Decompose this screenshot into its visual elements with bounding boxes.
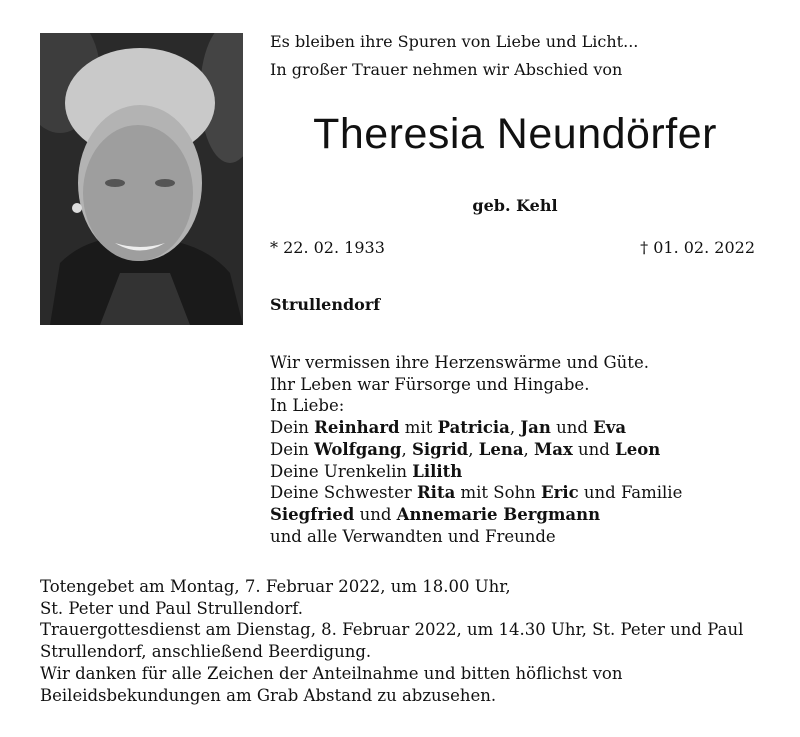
death-date: † 01. 02. 2022 — [640, 238, 755, 257]
notice-line: Trauergottesdienst am Dienstag, 8. Februar 2022, um 14.30 Uhr, St. Peter und Paul — [40, 620, 744, 640]
mourner-line: Deine Schwester Rita mit Sohn Eric und Familie — [270, 483, 683, 503]
intro-line: In großer Trauer nehmen wir Abschied von — [270, 60, 623, 79]
birth-date: * 22. 02. 1933 — [270, 238, 385, 257]
message-line: und alle Verwandten und Freunde — [270, 526, 556, 546]
notice-line: St. Peter und Paul Strullendorf. — [40, 598, 304, 618]
notice-line: Totengebet am Montag, 7. Februar 2022, um 18.00 Uhr, — [40, 577, 511, 596]
mourner-line: Dein Reinhard mit Patricia, Jan und Eva — [270, 418, 627, 438]
portrait-image — [40, 33, 243, 325]
mourners-message — [270, 352, 682, 547]
service-notice — [40, 576, 743, 706]
mourner-line: Deine Urenkelin Lilith — [270, 461, 463, 481]
motto-line: Es bleiben ihre Spuren von Liebe und Licht... — [270, 32, 639, 51]
mourner-line: Siegfried und Annemarie Bergmann — [270, 504, 601, 524]
mourner-line: Dein Wolfgang, Sigrid, Lena, Max und Leon — [270, 439, 661, 459]
hometown: Strullendorf — [270, 295, 381, 314]
motto — [270, 28, 638, 84]
message-line: Wir vermissen ihre Herzenswärme und Güte. — [270, 353, 649, 372]
notice-line: Wir danken für alle Zeichen der Anteilnahme und bitten höflichst von — [40, 663, 623, 683]
notice-line: Beileidsbekundungen am Grab Abstand zu abzusehen. — [40, 685, 497, 705]
deceased-name: Theresia Neundörfer — [313, 110, 717, 158]
maiden-name: geb. Kehl — [472, 196, 558, 215]
message-line: In Liebe: — [270, 396, 345, 416]
message-line: Ihr Leben war Fürsorge und Hingabe. — [270, 374, 590, 394]
notice-line: Strullendorf, anschließend Beerdigung. — [40, 642, 372, 662]
portrait-photo — [40, 33, 243, 325]
